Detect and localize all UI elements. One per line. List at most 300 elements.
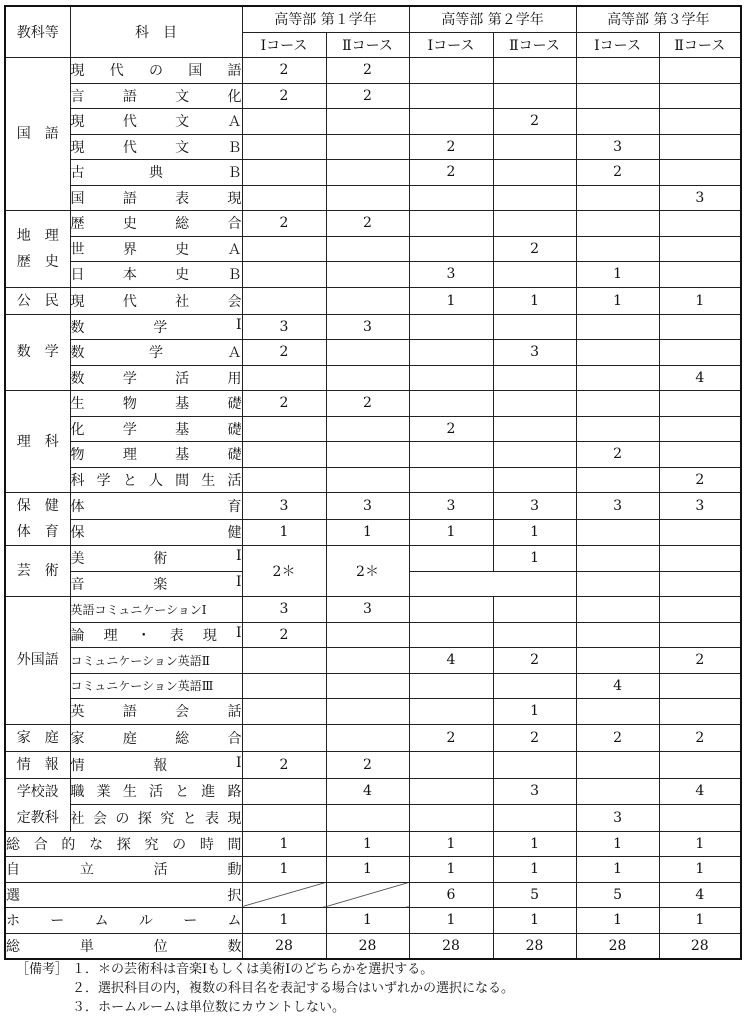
table-row [5,340,741,366]
total-label-cell [5,908,242,934]
header-course-2: Ⅱコース [326,32,409,58]
credit-cell [326,160,409,186]
credit-cell: 28 [493,933,576,959]
notes-lead: ［備考］ [16,962,69,977]
credit-cell: 2 [576,160,659,186]
header-course-2: Ⅱコース [659,32,741,58]
credit-cell [326,724,409,751]
credit-cell: 3 [493,493,576,520]
credit-cell [242,724,326,751]
credit-cell [326,236,409,262]
credit-cell: 3 [576,134,659,160]
subject-cell [70,365,242,391]
credit-cell [409,442,493,468]
credit-cell [576,467,659,493]
credit-cell [659,160,741,186]
credit-cell: 1 [659,287,741,314]
subject-name: 論 理 ・ 表 現 Ⅰ [70,624,242,644]
credit-cell: 2 [576,442,659,468]
subject-cell [70,467,242,493]
credit-cell: 2＊ [326,546,409,597]
credit-cell [326,365,409,391]
credit-cell: 4 [409,648,493,674]
subject-name: 英語コミュニケーションⅠ [70,602,207,617]
subject-cell [70,699,242,725]
credit-cell [242,467,326,493]
category-label: 地 理 [16,227,59,244]
credit-cell [409,597,493,623]
credit-cell [576,622,659,648]
credit-cell: 1 [242,519,326,546]
credit-cell [242,778,326,805]
credit-cell: 2 [409,134,493,160]
credit-cell [576,778,659,805]
credit-cell [409,109,493,135]
subject-name: 現 代 文 Ａ [70,114,242,131]
credit-cell: 1 [493,699,576,725]
credit-cell [576,519,659,546]
credit-cell [409,391,493,417]
credit-cell [576,340,659,366]
credit-cell [493,673,576,699]
subject-cell [70,442,242,468]
credit-cell [659,751,741,778]
credit-cell [409,83,493,109]
credit-cell: 2 [326,58,409,84]
credit-cell: 4 [659,882,741,908]
credit-cell [576,83,659,109]
credit-cell [659,805,741,832]
credit-cell: 1 [493,519,576,546]
credit-cell: 1 [576,831,659,857]
category-label: 定教科 [16,809,59,826]
subject-cell [70,160,242,186]
notes [16,960,514,1017]
subject-cell [70,262,242,288]
credit-cell: 28 [326,933,409,959]
credit-cell [659,597,741,623]
credit-cell: 2 [326,83,409,109]
table-row [5,365,741,391]
credit-cell: 1 [659,831,741,857]
credit-cell: 2 [242,622,326,648]
not-applicable-cell [242,882,326,908]
credit-cell [576,546,659,572]
table-row [5,857,741,883]
credit-cell: 3 [576,805,659,832]
subject-cell [70,673,242,699]
credit-cell: 2 [242,58,326,84]
credit-cell: 3 [576,493,659,520]
subject-cell [70,211,242,237]
subject-name: コミュニケーション英語Ⅱ [70,653,210,668]
table-row [5,805,741,832]
subject-name: 現 代 文 Ｂ [70,139,242,156]
subject-name: 生 物 基 礎 [70,396,242,413]
header-subject: 科 目 [70,6,242,58]
total-label: 自 立 活 動 [6,862,242,879]
subject-cell [70,287,242,314]
category-label: 理 科 [16,433,59,450]
credit-cell [326,340,409,366]
table-row [5,673,741,699]
subject-name: 数 学 Ａ [70,345,242,362]
subject-cell [70,778,242,805]
curriculum-table [4,5,742,960]
credit-cell [659,416,741,442]
credit-cell [576,236,659,262]
credit-cell: 1 [326,831,409,857]
credit-cell [659,546,741,572]
subject-name: 化 学 基 礎 [70,421,242,438]
table-row [5,442,741,468]
subject-name: 言 語 文 化 [70,88,242,105]
credit-cell [576,391,659,417]
credit-cell: 2 [242,340,326,366]
credit-cell: 4 [659,778,741,805]
subject-name: 歴 史 総 合 [70,216,242,233]
credit-cell: 1 [659,857,741,883]
credit-cell [409,571,576,597]
subject-name: 世 界 史 Ａ [70,241,242,258]
credit-cell: 4 [659,365,741,391]
category-cell [5,778,70,831]
credit-cell [409,622,493,648]
subject-cell [70,109,242,135]
subject-cell [70,134,242,160]
subject-name: 英 語 会 話 [70,704,242,721]
table-row [5,287,741,314]
category-label: 体 育 [16,524,59,540]
credit-cell: 1 [326,908,409,934]
category-cell [5,58,70,211]
credit-cell: 2 [242,751,326,778]
credit-cell [242,185,326,211]
credit-cell [659,236,741,262]
credit-cell [659,109,741,135]
subject-cell [70,597,242,623]
header-grade-1: 高等部 第１学年 [242,6,409,32]
table-row [5,467,741,493]
credit-cell: 1 [576,287,659,314]
table-row [5,236,741,262]
category-cell [5,546,70,597]
subject-cell [70,236,242,262]
credit-cell: 3 [659,493,741,520]
table-row [5,211,741,237]
credit-cell: 2 [242,391,326,417]
table-row [5,109,741,135]
credit-cell [242,160,326,186]
credit-cell [576,416,659,442]
credit-cell: 4 [576,673,659,699]
credit-cell: 1 [242,831,326,857]
credit-cell: 1 [576,262,659,288]
credit-cell [409,467,493,493]
credit-cell [409,546,493,572]
subject-cell [70,805,242,832]
credit-cell [242,236,326,262]
credit-cell [576,314,659,340]
credit-cell [242,109,326,135]
credit-cell: 1 [242,908,326,934]
credit-cell [409,314,493,340]
category-cell [5,391,70,493]
subject-cell [70,724,242,751]
credit-cell [242,365,326,391]
credit-cell [409,751,493,778]
credit-cell: 5 [493,882,576,908]
table-row [5,519,741,546]
credit-cell: 1 [493,287,576,314]
header-course-2: Ⅱコース [493,32,576,58]
total-label: 総 単 位 数 [6,938,242,955]
curriculum-body [5,58,741,960]
credit-cell [659,134,741,160]
table-row [5,597,741,623]
subject-cell [70,416,242,442]
subject-name: 科 学 と 人 間 生 活 [70,472,242,489]
credit-cell [576,751,659,778]
credit-cell: 2 [242,211,326,237]
credit-cell [659,571,741,597]
subject-name: 音 楽 Ⅰ [70,573,242,593]
category-label: 外国語 [16,652,59,669]
credit-cell: 2 [326,211,409,237]
credit-cell [242,673,326,699]
credit-cell: 1 [409,831,493,857]
credit-cell: 2 [409,724,493,751]
subject-name: 国 語 表 現 [70,190,242,207]
credit-cell [242,416,326,442]
credit-cell [493,160,576,186]
table-row [5,724,741,751]
credit-cell: 1 [326,519,409,546]
subject-cell [70,648,242,674]
credit-cell [493,442,576,468]
category-cell [5,287,70,314]
table-row [5,185,741,211]
credit-cell: 2 [409,160,493,186]
subject-cell [70,314,242,340]
subject-name: 家 庭 総 合 [70,730,242,747]
credit-cell: 2 [493,648,576,674]
credit-cell: 3 [493,340,576,366]
table-row [5,648,741,674]
credit-cell: 1 [493,908,576,934]
subject-name: 体 育 [70,498,242,515]
credit-cell [659,699,741,725]
category-label: 情 報 [16,756,59,773]
credit-cell [659,442,741,468]
credit-cell [326,648,409,674]
credit-cell [493,416,576,442]
credit-cell: 1 [409,908,493,934]
credit-cell [493,185,576,211]
credit-cell: 3 [242,597,326,623]
credit-cell [409,340,493,366]
credit-cell [242,699,326,725]
table-row [5,882,741,908]
credit-cell [493,467,576,493]
header-grade-3: 高等部 第３学年 [576,6,741,32]
category-label: 家 庭 [16,729,59,746]
table-row [5,778,741,805]
table-row [5,58,741,84]
credit-cell [493,211,576,237]
credit-cell [659,622,741,648]
credit-cell [493,83,576,109]
header-course-1: Ⅰコース [242,32,326,58]
table-row [5,83,741,109]
subject-cell [70,340,242,366]
credit-cell: 28 [659,933,741,959]
credit-cell: 3 [493,778,576,805]
credit-cell [576,58,659,84]
credit-cell: 3 [326,314,409,340]
credit-cell: 1 [242,857,326,883]
credit-cell: 2 [659,648,741,674]
credit-cell: 2 [493,724,576,751]
credit-cell [409,211,493,237]
credit-cell: 1 [409,287,493,314]
table-row [5,314,741,340]
subject-name: 日 本 史 Ｂ [70,267,242,284]
credit-cell: 28 [242,933,326,959]
credit-cell: 2 [493,109,576,135]
credit-cell [326,134,409,160]
credit-cell [493,314,576,340]
total-label: 選 択 [6,887,242,904]
credit-cell [326,109,409,135]
subject-cell [70,519,242,546]
table-row [5,908,741,934]
credit-cell: 2 [659,724,741,751]
credit-cell [242,442,326,468]
subject-name: コミュニケーション英語Ⅲ [70,679,214,694]
subject-cell [70,546,242,572]
credit-cell [242,262,326,288]
total-label: 総 合 的 な 探 究 の 時 間 [6,836,242,853]
credit-cell [493,805,576,832]
credit-cell [493,58,576,84]
credit-cell: 2＊ [242,546,326,597]
category-cell [5,597,70,725]
subject-name: 社 会 の 探 究 と 表 現 [70,810,242,827]
note-item: ２．選択科目の内，複数の科目名を表記する場合はいずれかの選択になる。 [72,981,515,996]
credit-cell [659,673,741,699]
category-label: 国 語 [16,126,59,142]
credit-cell [576,109,659,135]
credit-cell [409,805,493,832]
subject-cell [70,571,242,597]
subject-cell [70,391,242,417]
credit-cell: 2 [242,83,326,109]
credit-cell: 3 [326,493,409,520]
credit-cell [326,673,409,699]
table-row [5,622,741,648]
total-label-cell [5,857,242,883]
credit-cell: 2 [659,467,741,493]
credit-cell: 3 [409,493,493,520]
category-cell [5,493,70,546]
subject-cell [70,58,242,84]
credit-cell [326,467,409,493]
table-row [5,751,741,778]
not-applicable-cell [326,882,409,908]
total-label-cell [5,882,242,908]
credit-cell [409,58,493,84]
credit-cell [326,287,409,314]
credit-cell: 1 [576,857,659,883]
credit-cell [493,751,576,778]
credit-cell [576,365,659,391]
credit-cell [576,185,659,211]
subject-name: 物 理 基 礎 [70,447,242,464]
subject-name: 現 代 社 会 [70,293,242,310]
table-row [5,134,741,160]
credit-cell: 2 [493,236,576,262]
credit-cell [409,365,493,391]
credit-cell: 1 [576,908,659,934]
credit-cell [242,134,326,160]
header-grade-2: 高等部 第２学年 [409,6,576,32]
credit-cell [326,416,409,442]
subject-cell [70,83,242,109]
credit-cell: 1 [659,908,741,934]
table-row [5,933,741,959]
credit-cell [576,211,659,237]
table-row [5,416,741,442]
credit-cell [409,236,493,262]
credit-cell [326,699,409,725]
credit-cell [242,805,326,832]
credit-cell [242,287,326,314]
credit-cell [409,778,493,805]
credit-cell [326,805,409,832]
credit-cell: 3 [409,262,493,288]
category-label: 学校設 [16,783,59,800]
header-category: 教科等 [5,6,70,58]
table-row [5,160,741,186]
credit-cell: 3 [326,597,409,623]
category-label: 数 学 [16,344,59,361]
credit-cell [493,365,576,391]
total-label-cell [5,933,242,959]
subject-cell [70,751,242,778]
credit-cell: 1 [409,519,493,546]
credit-cell [659,58,741,84]
category-label: 公 民 [16,292,59,309]
subject-cell [70,493,242,520]
header-course-1: Ⅰコース [576,32,659,58]
credit-cell: 2 [326,751,409,778]
credit-cell [576,597,659,623]
category-label: 芸 術 [16,563,59,579]
total-label-cell [5,831,242,857]
credit-cell: 5 [576,882,659,908]
credit-cell [493,262,576,288]
credit-cell: 1 [409,857,493,883]
credit-cell [659,262,741,288]
category-label: 歴 史 [16,253,59,270]
credit-cell [659,340,741,366]
credit-cell [659,391,741,417]
subject-name: 数 学 Ⅰ [70,316,242,336]
credit-cell: 3 [242,314,326,340]
category-cell [5,314,70,391]
credit-cell [659,519,741,546]
